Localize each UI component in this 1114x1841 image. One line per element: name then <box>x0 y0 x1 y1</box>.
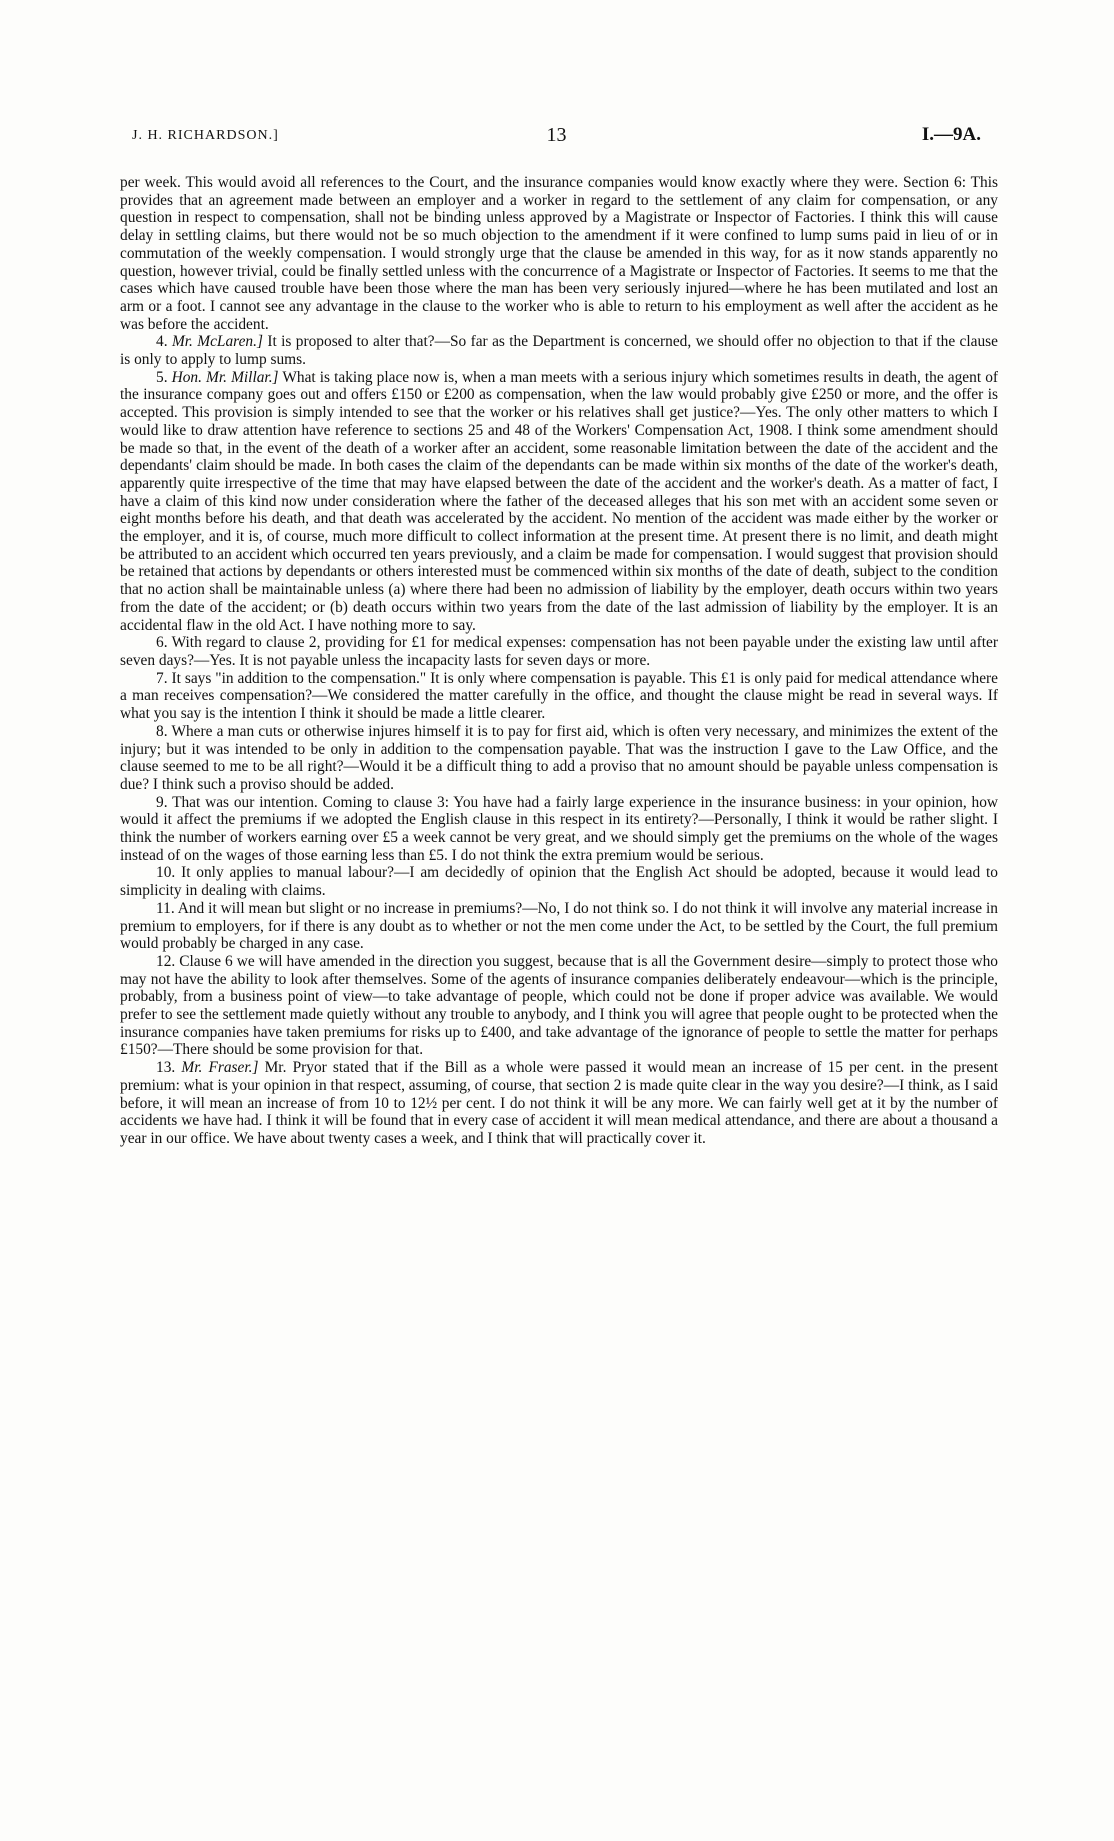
paragraph-text: 8. Where a man cuts or otherwise injures himself it is to pay for first aid, which is often very necessary, and minimizes the extent of the injury; but it was intended to be only in addition to the compensation payable. That was the instruction I gave to the Law Office, and the clause seemed to me to be all right?—Would it be a difficult thing to add a proviso that no amount should be payable unless compensation is due? I think such a proviso should be added. <box>120 722 998 793</box>
paragraph-text: per week. This would avoid all references to the Court, and the insurance companies would know exactly where they were. Section 6: This provides that an agreement made between an employer and a worker in regard to the settlement of any claim for compensation, or any question in respect to compensation, shall not be binding unless approved by a Magistrate or Inspector of Factories. I think this will cause delay in settling claims, but there would not be so much objection to the amendment if it were confined to lump sums paid in lieu of or in commutation of the weekly compensation. I would strongly urge that the clause be amended in this way, for as it now stands apparently no question, however trivial, could be finally settled unless with the concurrence of a Magistrate or Inspector of Factories. It seems to me that the cases which have caused trouble have been those where the man has been very seriously injured—where he has been mutilated and lost an arm or a foot. I cannot see any advantage in the clause to the worker who is able to return to his employment as well after the accident as he was before the accident. <box>120 174 998 333</box>
paragraph-8 <box>120 723 998 794</box>
paragraph-text: Mr. Pryor stated that if the Bill as a whole were passed it would mean an increase of 15 per cent. in the present premium: what is your opinion in that respect, assuming, of course, that section 2 is made quite clear in the way you desire?—I think, as I said before, it will mean an increase of from 10 to 12½ per cent. I do not think it will be any more. We can fairly well get at it by the number of accidents we have had. I think it will be found that in every case of accident it will mean medical attendance, and there are about a thousand a year in our office. We have about twenty cases a week, and I think that will practically cover it. <box>120 1059 998 1147</box>
page-header <box>132 124 981 150</box>
speaker: Mr. Fraser.] <box>181 1059 259 1077</box>
paragraph-text: 10. It only applies to manual labour?—I am decidedly of opinion that the English Act should be adopted, because it would lead to simplicity in dealing with claims. <box>120 864 998 900</box>
paragraph-continuation <box>120 174 998 333</box>
question-number: 5. <box>156 368 172 386</box>
document-body <box>120 174 998 1148</box>
paragraph-10 <box>120 864 998 899</box>
paragraph-text: It is proposed to alter that?—So far as the Department is concerned, we should offer no objection to that if the clause is only to apply to lump sums. <box>120 333 999 369</box>
header-witness-name: J. H. RICHARDSON.] <box>132 128 279 143</box>
paragraph-text: 12. Clause 6 we will have amended in the direction you suggest, because that is all the Government desire—simply to protect those who may not have the ability to look after themselves. Some of the agents of insurance companies deliberately endeavour—which is the principle, probably, from a business point of view—to take advantage of people, which could not be done if proper advice was available. We would prefer to see the settlement made quietly without any trouble to anybody, and I think you will agree that people ought to be protected when the insurance companies have taken premiums for risks up to £400, and take advantage of the ignorance of people to settle the matter for perhaps £150?—There should be some provision for that. <box>120 952 998 1059</box>
paragraph-text: 9. That was our intention. Coming to clause 3: You have had a fairly large experience in the insurance business: in your opinion, how would it affect the premiums if we adopted the English clause in this respect in its entirety?—Personally, I think it would be rather slight. I think the number of workers earning over £5 a week cannot be very great, and we should simply get the premiums on the whole of the wages instead of on the wages of those earning less than £5. I do not think the extra premium would be serious. <box>120 793 998 864</box>
speaker: Mr. McLaren.] <box>171 333 263 351</box>
paragraph-9 <box>120 794 998 865</box>
question-number: 4. <box>156 333 172 351</box>
paragraph-4 <box>120 333 998 368</box>
paragraph-text: What is taking place now is, when a man meets with a serious injury which sometimes results in death, the agent of the insurance company goes out and offers £150 or £200 as compensation, when the law would probably give £250 or more, and the offer is accepted. This provision is simply intended to see that the worker or his relatives shall get justice?—Yes. The only other matters to which I would like to draw attention have reference to sections 25 and 48 of the Workers' Compensation Act, 1908. I think some amendment should be made so that, in the event of the death of a worker after an accident, some reasonable limitation between the date of the accident and the dependants' claim should be made. In both cases the claim of the dependants can be made within six months of the date of the worker's death, apparently quite irrespective of the time that may have elapsed between the date of the accident and the worker's death. As a matter of fact, I have a claim of this kind now under consideration where the father of the deceased alleges that his son met with an accident some seven or eight months before his death, and that death was accelerated by the accident. No mention of the accident was made either by the worker or the employer, and it is, of course, much more difficult to collect information at the present time. At present there is no limit, and death might be attributed to an accident which occurred ten years previously, and a claim be made for compensation. I would suggest that provision should be retained that actions by dependants or others interested must be commenced within six months of the date of death, subject to the condition that no action shall be maintainable unless (a) where there had been no admission of liability by the employer, death occurs within two years from the date of the accident; or (b) death occurs within two years from the date of the last admission of liability by the employer. It is an accidental flaw in the old Act. I have nothing more to say. <box>120 368 999 634</box>
paragraph-13 <box>120 1059 998 1148</box>
paragraph-6 <box>120 634 998 669</box>
paragraph-12 <box>120 953 998 1059</box>
paper-reference: I.—9A. <box>921 124 981 145</box>
paragraph-5 <box>120 369 998 635</box>
page-number: 13 <box>546 124 567 146</box>
paragraph-11 <box>120 900 998 953</box>
speaker: Hon. Mr. Millar.] <box>171 368 279 386</box>
paragraph-7 <box>120 670 998 723</box>
paragraph-text: 7. It says "in addition to the compensation." It is only where compensation is payable. This £1 is only paid for medical attendance where a man receives compensation?—We considered the matter carefully in the office, and thought the clause might be read in several ways. If what you say is the intention I think it should be made a little clearer. <box>120 669 998 723</box>
question-number: 13. <box>156 1059 182 1077</box>
paragraph-text: 11. And it will mean but slight or no increase in premiums?—No, I do not think so. I do not think it will involve any material increase in premium to employers, for if there is any doubt as to whether or not the men come under the Act, to be settled by the Court, the full premium would probably be charged in any case. <box>120 899 998 953</box>
paragraph-text: 6. With regard to clause 2, providing for £1 for medical expenses: compensation has not been payable under the existing law until after seven days?—Yes. It is not payable unless the incapacity lasts for seven days or more. <box>120 634 998 669</box>
